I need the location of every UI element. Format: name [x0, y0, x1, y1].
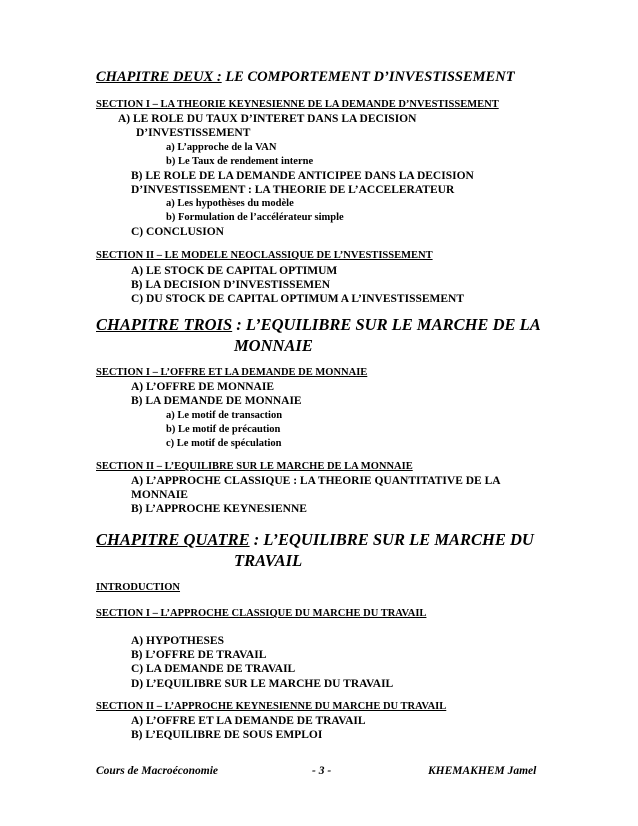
ch2-s2-item-b: B) LA DECISION D’INVESTISSEMEN — [131, 279, 331, 291]
ch4-s1-item-d: D) L’EQUILIBRE SUR LE MARCHE DU TRAVAIL — [131, 678, 394, 690]
ch2-section-2-heading: SECTION II – LE MODELE NEOCLASSIQUE DE L’NVESTISSEMENT — [96, 250, 433, 261]
chapter-3-title-line2: MONNAIE — [234, 336, 313, 355]
ch3-s2-item-a-line1: A) L’APPROCHE CLASSIQUE : LA THEORIE QUANTITATIVE DE LA — [131, 475, 501, 487]
ch2-section-1-heading: SECTION I – LA THEORIE KEYNESIENNE DE LA DEMANDE D’NVESTISSEMENT — [96, 99, 499, 110]
chapter-2-title — [96, 70, 515, 85]
chapter-2-title-text: LE COMPORTEMENT D’INVESTISSEMENT — [221, 69, 515, 85]
footer-page-number: - 3 - — [312, 765, 332, 777]
ch2-s1-b-sub-2: b) Formulation de l’accélérateur simple — [166, 212, 344, 223]
chapter-3-title — [96, 317, 541, 334]
ch3-s1-item-a: A) L’OFFRE DE MONNAIE — [131, 381, 275, 393]
footer-course: Cours de Macroéconomie — [96, 765, 219, 777]
ch2-s2-item-c: C) DU STOCK DE CAPITAL OPTIMUM A L’INVESTISSEMENT — [131, 293, 465, 305]
ch4-s1-item-c: C) LA DEMANDE DE TRAVAIL — [131, 663, 296, 675]
footer-author: KHEMAKHEM Jamel — [428, 765, 537, 777]
ch2-s1-item-a-line2: D’INVESTISSEMENT — [136, 127, 251, 139]
chapter-4-prefix: CHAPITRE QUATRE — [96, 530, 250, 549]
ch4-s2-item-a: A) L’OFFRE ET LA DEMANDE DE TRAVAIL — [131, 715, 366, 727]
ch4-s1-item-b: B) L’OFFRE DE TRAVAIL — [131, 649, 267, 661]
ch2-s1-item-b-line1: B) LE ROLE DE LA DEMANDE ANTICIPEE DANS LA DECISION — [131, 170, 474, 182]
chapter-4-title-line2: TRAVAIL — [234, 551, 303, 570]
chapter-2-prefix: CHAPITRE DEUX : — [96, 69, 222, 85]
ch3-s1-b-sub-3: c) Le motif de spéculation — [166, 438, 282, 449]
ch4-s2-item-b: B) L’EQUILIBRE DE SOUS EMPLOI — [131, 729, 323, 741]
ch3-section-2-heading: SECTION II – L’EQUILIBRE SUR LE MARCHE DE LA MONNAIE — [96, 461, 413, 472]
ch2-s1-item-a-line1: A) LE ROLE DU TAUX D’INTERET DANS LA DECISION — [118, 113, 417, 125]
chapter-4-title-line1: : L’EQUILIBRE SUR LE MARCHE DU — [249, 530, 534, 549]
chapter-3-prefix: CHAPITRE TROIS — [96, 315, 233, 334]
ch4-section-1-heading: SECTION I – L’APPROCHE CLASSIQUE DU MARCHE DU TRAVAIL — [96, 608, 427, 619]
ch2-s1-a-sub-2: b) Le Taux de rendement interne — [166, 156, 314, 167]
ch3-s2-item-b: B) L’APPROCHE KEYNESIENNE — [131, 503, 307, 515]
ch4-introduction: INTRODUCTION — [96, 582, 181, 593]
ch3-s1-b-sub-2: b) Le motif de précaution — [166, 424, 281, 435]
ch2-s2-item-a: A) LE STOCK DE CAPITAL OPTIMUM — [131, 265, 338, 277]
ch4-section-2-heading: SECTION II – L’APPROCHE KEYNESIENNE DU MARCHE DU TRAVAIL — [96, 701, 447, 712]
ch3-section-1-heading: SECTION I – L’OFFRE ET LA DEMANDE DE MONNAIE — [96, 367, 368, 378]
ch2-s1-b-sub-1: a) Les hypothèses du modèle — [166, 198, 294, 209]
chapter-3-title-line1: : L’EQUILIBRE SUR LE MARCHE DE LA — [232, 315, 541, 334]
ch2-s1-item-c: C) CONCLUSION — [131, 226, 224, 238]
ch4-s1-item-a: A) HYPOTHESES — [131, 635, 224, 647]
ch3-s2-item-a-line2: MONNAIE — [131, 489, 188, 501]
ch3-s1-b-sub-1: a) Le motif de transaction — [166, 410, 283, 421]
ch2-s1-item-b-line2: D’INVESTISSEMENT : LA THEORIE DE L’ACCELERATEUR — [131, 184, 455, 196]
ch3-s1-item-b: B) LA DEMANDE DE MONNAIE — [131, 395, 302, 407]
ch2-s1-a-sub-1: a) L’approche de la VAN — [166, 142, 277, 153]
chapter-4-title — [96, 532, 534, 549]
